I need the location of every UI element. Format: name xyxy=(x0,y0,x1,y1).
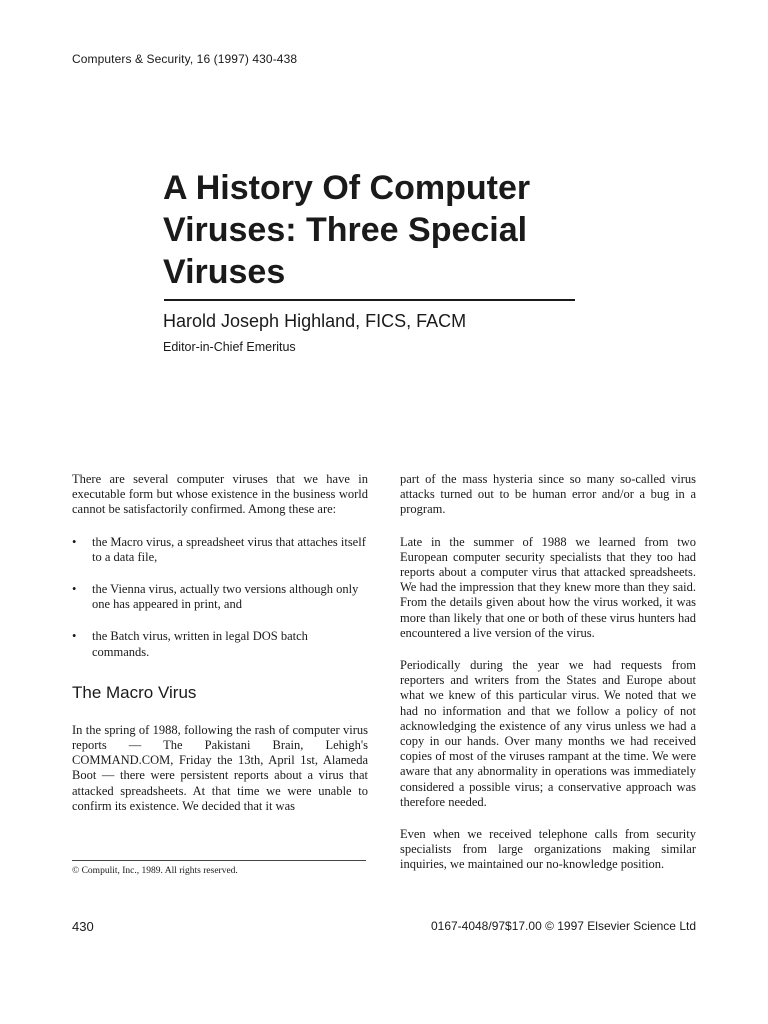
author-name: Harold Joseph Highland, FICS, FACM xyxy=(163,311,467,331)
paragraph: Periodically during the year we had requests from reporters and writers from the States and Europe about what we knew of this particular virus. We noted that we had no information and that we follow a policy of not acknowledging the existence of any virus unless we had a copy in our hands. Over many months we had received copies of most of the viruses rampant at the time. We were aware that any abnormality in operations was immediately considered a possible virus; a conservative approach was therefore needed. xyxy=(400,658,696,809)
issn-line: 0167-4048/97$17.00 © 1997 Elsevier Science Ltd xyxy=(430,919,696,933)
list-item-text: the Batch virus, written in legal DOS batch commands. xyxy=(92,629,308,659)
page-number: 430 xyxy=(72,919,94,934)
article-title xyxy=(163,167,593,293)
list-item-text: the Macro virus, a spreadsheet virus that attaches itself to a data file, xyxy=(92,534,366,564)
bullet-icon: • xyxy=(72,629,77,644)
list-item xyxy=(72,535,368,565)
copyright-footnote: © Compulit, Inc., 1989. All rights reserved. xyxy=(72,866,238,876)
author-affiliation: Editor-in-Chief Emeritus xyxy=(163,340,296,354)
bullet-icon: • xyxy=(72,582,77,597)
list-item-text: the Vienna virus, actually two versions although only one has appeared in print, and xyxy=(92,582,359,612)
right-column xyxy=(400,472,696,873)
paragraph: part of the mass hysteria since so many so-called virus attacks turned out to be human error and/or a bug in a program. xyxy=(400,472,696,517)
bullet-icon: • xyxy=(72,534,77,549)
list-item xyxy=(72,629,368,659)
title-line-3: Viruses xyxy=(163,253,286,291)
title-divider xyxy=(164,299,575,301)
footnote-divider xyxy=(72,860,366,861)
section-paragraph: In the spring of 1988, following the rash of computer virus reports — The Pakistani Brain, Lehigh's COMMAND.COM, Friday the 13th, April 1st, Alameda Boot — there were persistent reports about a virus that attacked spreadsheets. At that time we were unable to confirm its existence. We decided that it was xyxy=(72,722,368,813)
intro-paragraph: There are several computer viruses that we have in executable form but whose existence in the business world cannot be satisfactorily confirmed. Among these are: xyxy=(72,472,368,517)
list-item xyxy=(72,582,368,612)
paragraph: Even when we received telephone calls from security specialists from large organizations making similar inquiries, we maintained our no-knowledge position. xyxy=(400,827,696,872)
section-heading: The Macro Virus xyxy=(72,682,197,702)
title-line-2: Viruses: Three Special xyxy=(163,211,528,249)
paragraph: Late in the summer of 1988 we learned from two European computer security specialists that they too had reports about a computer virus that attacked spreadsheets. We had the impression that they knew more than they said. From the details given about how the virus worked, it was more than likely that one or both of these virus hunters had encountered a live version of the virus. xyxy=(400,534,696,640)
title-line-1: A History Of Computer xyxy=(163,169,531,207)
running-head: Computers & Security, 16 (1997) 430-438 xyxy=(72,52,298,66)
virus-list xyxy=(72,535,368,660)
left-column xyxy=(72,472,368,814)
